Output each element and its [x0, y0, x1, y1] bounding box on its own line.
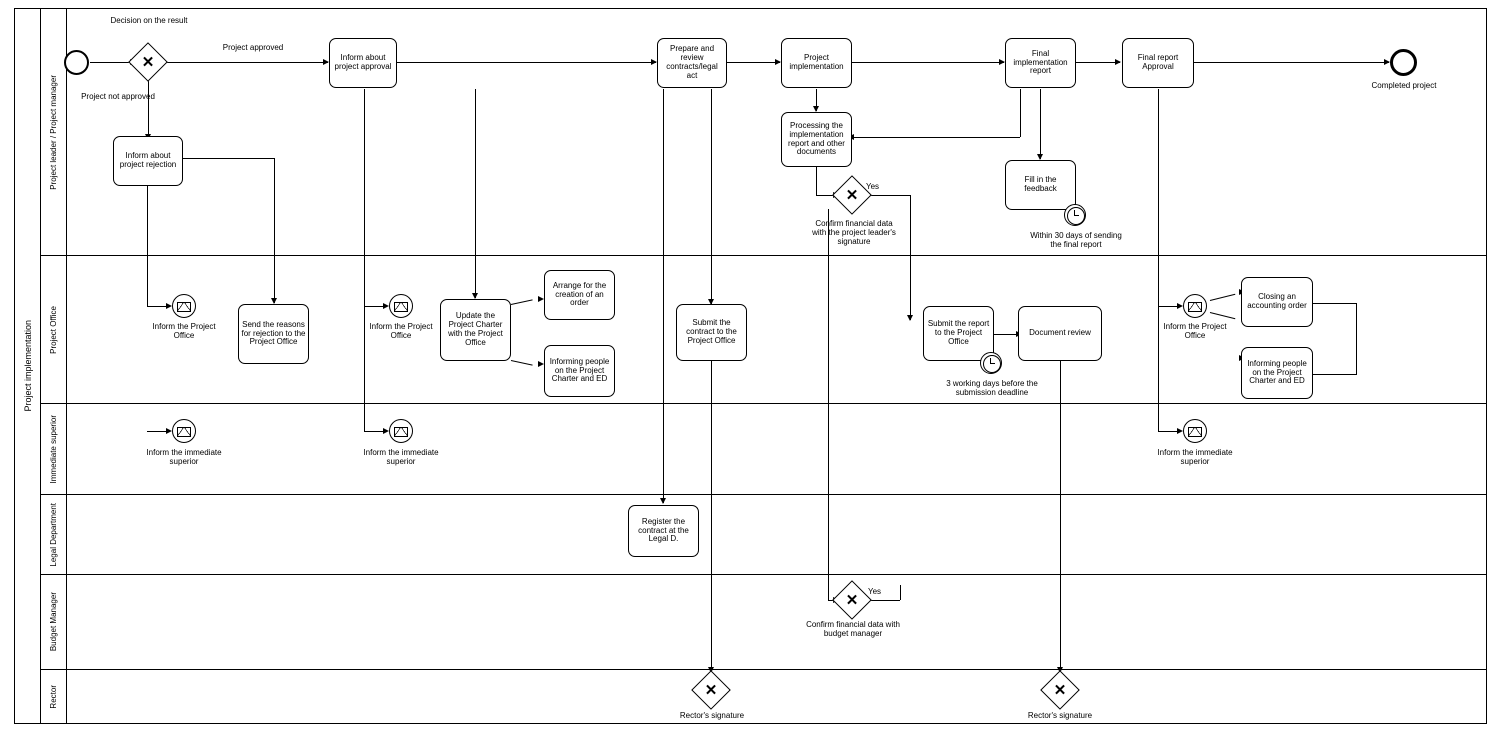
- gateway-confirm-budget-symbol: ✕: [845, 592, 859, 609]
- flow-rejection-right-down: [274, 158, 275, 303]
- flow-submit-report-to-review: [994, 334, 1018, 335]
- message-event-inform-project-office-3: [1183, 294, 1207, 318]
- message-label-inform-immediate-superior-2: Inform the immediate superior: [363, 448, 439, 467]
- task-informing-people-charter-ed-1[interactable]: Informing people on the Project Charter and ED: [544, 345, 615, 397]
- task-submit-report-to-project-office[interactable]: Submit the report to the Project Office: [923, 306, 994, 361]
- lane-label-rector: Rector: [41, 670, 67, 724]
- flow-final-approval-left-rail: [1158, 89, 1159, 431]
- event-start: [64, 50, 89, 75]
- message-label-inform-project-office-1: Inform the Project Office: [152, 322, 216, 341]
- flow-gateway-leader-yes: [866, 195, 910, 196]
- arrowhead: [660, 498, 666, 504]
- flow-finalreport-left-to-processing: [852, 137, 1020, 138]
- task-inform-about-project-rejection[interactable]: Inform about project rejection: [113, 136, 183, 186]
- flow-budget-yes-up: [900, 585, 901, 600]
- lane-label-legal-department: Legal Department: [41, 495, 67, 574]
- flow-final-report-to-approval: [1076, 62, 1120, 63]
- lane-label-project-office: Project Office: [41, 256, 67, 403]
- gateway-confirm-leader-label: Confirm financial data with the project leader's signature: [812, 219, 896, 247]
- flow-prepare-to-implementation: [727, 62, 780, 63]
- message-event-inform-immediate-superior-1: [172, 419, 196, 443]
- task-document-review[interactable]: Document review: [1018, 306, 1102, 361]
- flow-processing-to-gateway: [816, 167, 817, 195]
- flow-closing-right: [1313, 303, 1357, 304]
- task-arrange-creation-of-order[interactable]: Arrange for the creation of an order: [544, 270, 615, 320]
- flow-label-yes-1: Yes: [866, 182, 880, 191]
- lane-label-budget-manager: Budget Manager: [41, 575, 67, 669]
- message-event-inform-project-office-2: [389, 294, 413, 318]
- timer-label-within-30-days: Within 30 days of sending the final report: [1030, 231, 1122, 250]
- timer-event-3-working-days: [980, 352, 1002, 374]
- flow-decision-to-inform-approval: [164, 62, 328, 63]
- task-register-contract-legal-department[interactable]: Register the contract at the Legal D.: [628, 505, 699, 557]
- pool-label: Project implementation: [15, 9, 41, 723]
- gateway-rector-signature-2-symbol: ✕: [1053, 682, 1067, 699]
- gateway-confirm-budget-label: Confirm financial data with budget manager: [806, 620, 900, 639]
- flow-rejection-down: [147, 186, 148, 306]
- gateway-confirm-leader-symbol: ✕: [845, 187, 859, 204]
- task-fill-in-the-feedback[interactable]: Fill in the feedback: [1005, 160, 1076, 210]
- task-update-project-charter[interactable]: Update the Project Charter with the Project Office: [440, 299, 511, 361]
- task-informing-people-charter-ed-2[interactable]: Informing people on the Project Charter and ED: [1241, 347, 1313, 399]
- gateway-rector-signature-1-symbol: ✕: [704, 682, 718, 699]
- flow-submit-contract-to-rector: [711, 361, 712, 672]
- flow-prepare-to-submit-contract: [711, 89, 712, 304]
- event-end-completed-project: [1390, 49, 1417, 76]
- lane-budget-manager: [41, 575, 1486, 670]
- task-processing-implementation-report[interactable]: Processing the implementation report and other documents: [781, 112, 852, 167]
- flow-document-review-to-rector: [1060, 361, 1061, 672]
- lane-label-immediate-superior: Immediate superior: [41, 404, 67, 494]
- gateway-rector-signature-2-label: Rector's signature: [1027, 711, 1093, 720]
- message-event-inform-immediate-superior-2: [389, 419, 413, 443]
- flow-approval-down: [475, 89, 476, 298]
- gateway-rector-signature-1-label: Rector's signature: [679, 711, 745, 720]
- flow-rejection-right: [183, 158, 275, 159]
- flow-decision-to-rejection: [148, 76, 149, 139]
- flow-gateway-leader-to-budget: [828, 209, 829, 600]
- flow-gateway-leader-yes-down: [910, 195, 911, 320]
- flow-implementation-to-final-report: [852, 62, 1004, 63]
- task-final-implementation-report[interactable]: Final implementation report: [1005, 38, 1076, 88]
- flow-start-to-decision: [90, 62, 132, 63]
- flow-approval-to-prepare: [397, 62, 656, 63]
- task-inform-about-project-approval[interactable]: Inform about project approval: [329, 38, 397, 88]
- arrowhead: [907, 315, 913, 321]
- task-prepare-and-review-contracts[interactable]: Prepare and review contracts/legal act: [657, 38, 727, 88]
- task-closing-accounting-order[interactable]: Closing an accounting order: [1241, 277, 1313, 327]
- flow-finalreport-down: [1020, 89, 1021, 137]
- flow-finalreport-to-feedback: [1040, 89, 1041, 159]
- flow-right-rail: [1356, 303, 1357, 374]
- message-label-inform-immediate-superior-1: Inform the immediate superior: [146, 448, 222, 467]
- event-end-label: Completed project: [1371, 81, 1437, 90]
- timer-event-within-30-days: [1064, 204, 1086, 226]
- message-label-inform-project-office-3: Inform the Project Office: [1163, 322, 1227, 341]
- lane-immediate-superior: [41, 404, 1486, 495]
- message-label-inform-project-office-2: Inform the Project Office: [369, 322, 433, 341]
- gateway-decision-label: Decision on the result: [110, 16, 188, 25]
- flow-approval-left-rail: [364, 89, 365, 431]
- flow-prepare-to-legal: [663, 89, 664, 503]
- task-submit-contract-to-project-office[interactable]: Submit the contract to the Project Office: [676, 304, 747, 361]
- flow-label-project-approved: Project approved: [222, 43, 284, 52]
- message-event-inform-project-office-1: [172, 294, 196, 318]
- message-event-inform-immediate-superior-3: [1183, 419, 1207, 443]
- timer-label-3-working-days: 3 working days before the submission deadline: [946, 379, 1038, 398]
- flow-label-project-not-approved: Project not approved: [81, 92, 155, 101]
- gateway-decision-symbol: ✕: [141, 54, 155, 71]
- flow-label-yes-2: Yes: [868, 587, 882, 596]
- task-final-report-approval[interactable]: Final report Approval: [1122, 38, 1194, 88]
- flow-informing2-right: [1313, 374, 1357, 375]
- lane-label-project-manager: Project leader / Project manager: [41, 9, 67, 255]
- lane-legal-department: [41, 495, 1486, 575]
- message-label-inform-immediate-superior-3: Inform the immediate superior: [1157, 448, 1233, 467]
- flow-approval-to-end: [1194, 62, 1389, 63]
- task-project-implementation[interactable]: Project implementation: [781, 38, 852, 88]
- task-send-reasons-for-rejection[interactable]: Send the reasons for rejection to the Project Office: [238, 304, 309, 364]
- lane-rector: [41, 670, 1486, 724]
- arrowhead: [1115, 59, 1121, 65]
